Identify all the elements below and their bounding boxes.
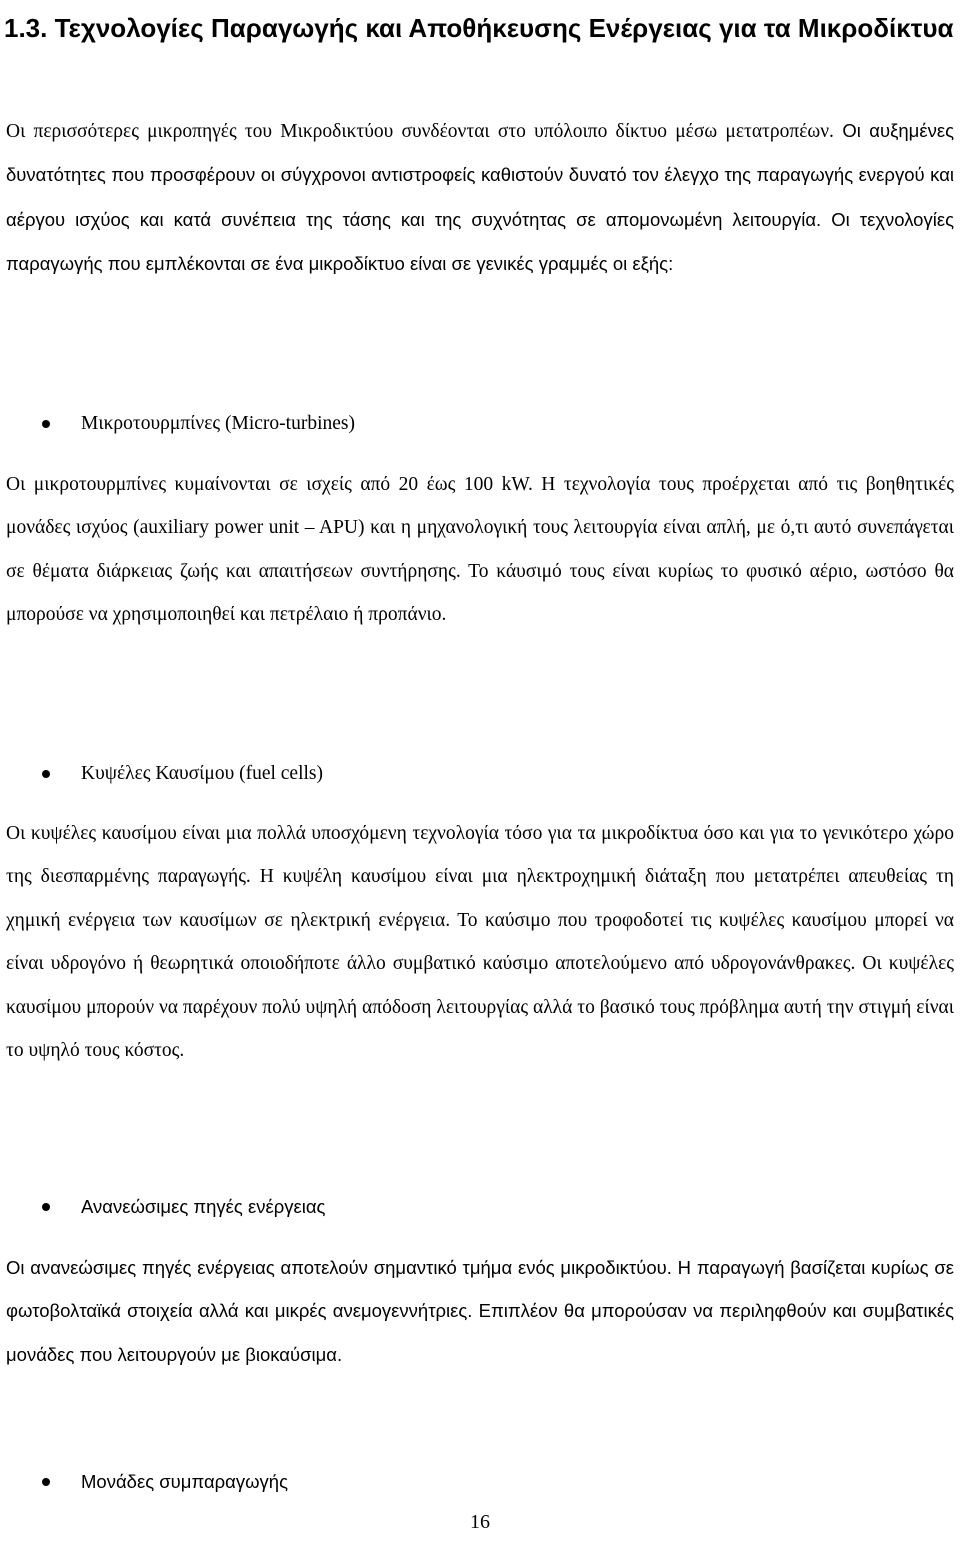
bullet-icon — [42, 420, 50, 428]
intro-paragraph — [6, 109, 954, 287]
fuel-cells-heading: Κυψέλες Καυσίμου (fuel cells) — [81, 763, 324, 784]
page-number: 16 — [470, 1511, 490, 1533]
bullet-icon — [42, 1203, 50, 1211]
bullet-renewables — [42, 1187, 922, 1227]
bullet-microturbines — [42, 404, 922, 444]
renewables-paragraph: Οι ανανεώσιμες πηγές ενέργειας αποτελούν σημαντικό τμήμα ενός μικροδικτύου. Η παραγωγή βασίζεται κυρίως σε φωτοβολταϊκά στοιχεία αλλά και μικρές ανεμογεννήτριες. Επιπλέον θα μπορούσαν να περιληφθούν και συμβατικές μονάδες που λειτουργούν με βιοκαύσιμα. — [6, 1257, 954, 1365]
bullet-fuel-cells — [42, 754, 922, 794]
fuel-cells-paragraph: Οι κυψέλες καυσίμου είναι μια πολλά υποσχόμενη τεχνολογία τόσο για τα μικροδίκτυα όσο και για το γενικότερο χώρο της διεσπαρμένης παραγωγής. Η κυψέλη καυσίμου είναι μια ηλεκτροχημική διάταξη που μετατρέπει απευθείας τη χημική ενέργεια των καυσίμων σε ηλεκτρική ενέργεια. Το καύσιμο που τροφοδοτεί τις κυψέλες καυσίμου μπορεί να είναι υδρογόνο ή θεωρητικά οποιοδήποτε άλλο συμβατικό καύσιμο αποτελούμενο από υδρογονάνθρακες. Οι κυψέλες καυσίμου μπορούν να παρέχουν πολύ υψηλή απόδοση λειτουργίας αλλά το βασικό τους πρόβλημα αυτή την στιγμή είναι το υψηλό τους κόστος. — [6, 823, 954, 1062]
bullet-icon — [42, 770, 50, 778]
bullet-icon — [42, 1478, 50, 1486]
intro-rest: Οι αυξημένες δυνατότητες που προσφέρουν οι σύγχρονοι αντιστροφείς καθιστούν δυνατό τον έλεγχο της παραγωγής ενεργού και αέργου ισχύος και κατά συνέπεια της τάσης και της συχνότητας σε απομονωμένη λειτουργία. Οι τεχνολογίες παραγωγής που εμπλέκονται σε ένα μικροδίκτυο είναι σε γενικές γραμμές οι εξής: — [6, 120, 954, 275]
renewables-heading: Ανανεώσιμες πηγές ενέργειας — [81, 1196, 326, 1217]
section-heading: 1.3. Τεχνολογίες Παραγωγής και Αποθήκευσης Ενέργειας για τα Μικροδίκτυα — [4, 13, 954, 43]
microturbines-heading: Μικροτουρμπίνες (Micro-turbines) — [81, 413, 355, 434]
bullet-cogeneration — [42, 1462, 922, 1502]
cogeneration-heading: Μονάδες συμπαραγωγής — [81, 1471, 289, 1492]
microturbines-paragraph: Οι μικροτουρμπίνες κυμαίνονται σε ισχείς από 20 έως 100 kW. Η τεχνολογία τους προέρχεται από τις βοηθητικές μονάδες ισχύος (auxiliary power unit – APU) και η μηχανολογική τους λειτουργία είναι απλή, με ό,τι αυτό συνεπάγεται σε θέματα διάρκειας ζωής και απαιτήσεων συντήρησης. Το κάυσιμό τους είναι κυρίως το φυσικό αέριο, ωστόσο θα μπορούσε να χρησιμοποιηθεί και πετρέλαιο ή προπάνιο. — [6, 474, 954, 626]
intro-first-sentence: Οι περισσότερες μικροπηγές του Μικροδικτύου συνδέονται στο υπόλοιπο δίκτυο μέσω μετατροπέων. — [6, 121, 834, 142]
